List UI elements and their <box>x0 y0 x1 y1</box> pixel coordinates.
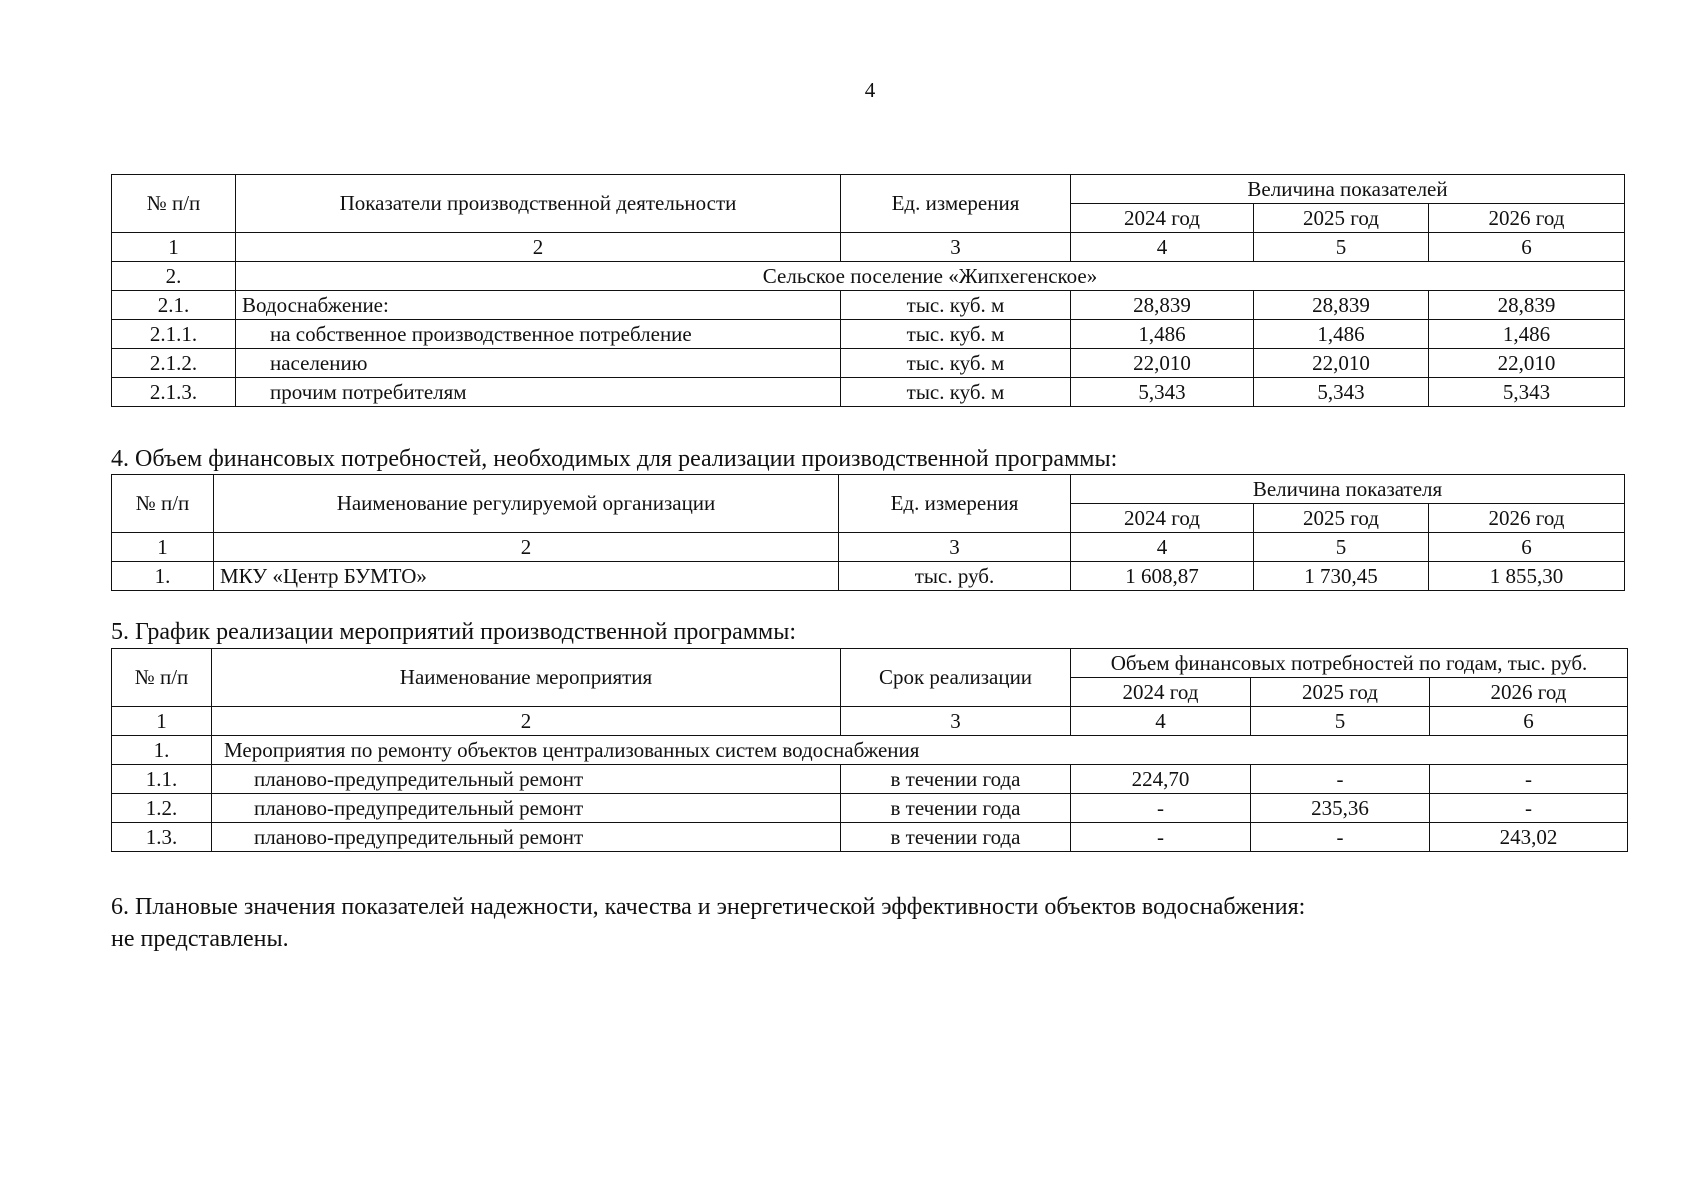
section-title: Сельское поселение «Жипхегенское» <box>236 262 1625 291</box>
table-row <box>112 765 1628 794</box>
column-number: 2 <box>236 233 841 262</box>
row-unit: тыс. куб. м <box>841 291 1071 320</box>
row-value-2024: 22,010 <box>1071 349 1254 378</box>
column-numbers-row <box>112 533 1625 562</box>
table-row <box>112 378 1625 407</box>
row-num: 2.1.3. <box>112 378 236 407</box>
table-header-row <box>112 175 1625 204</box>
row-value-2026: 22,010 <box>1429 349 1625 378</box>
row-unit: тыс. куб. м <box>841 349 1071 378</box>
row-value-2026: 243,02 <box>1430 823 1628 852</box>
row-value-2024: 28,839 <box>1071 291 1254 320</box>
header-year-2026: 2026 год <box>1429 204 1625 233</box>
column-number: 5 <box>1251 707 1430 736</box>
column-number: 2 <box>214 533 839 562</box>
row-name: прочим потребителям <box>236 378 841 407</box>
header-year-2025: 2025 год <box>1251 678 1430 707</box>
row-measure: планово-предупредительный ремонт <box>212 823 841 852</box>
row-value-2026: - <box>1430 794 1628 823</box>
column-number: 3 <box>841 707 1071 736</box>
schedule-table <box>111 648 1628 852</box>
header-year-2024: 2024 год <box>1071 678 1251 707</box>
column-numbers-row <box>112 707 1628 736</box>
header-year-2025: 2025 год <box>1254 504 1429 533</box>
row-unit: тыс. куб. м <box>841 378 1071 407</box>
row-num: 2.1. <box>112 291 236 320</box>
row-value-2024: 224,70 <box>1071 765 1251 794</box>
row-term: в течении года <box>841 823 1071 852</box>
section-num: 1. <box>112 736 212 765</box>
row-value-2024: - <box>1071 823 1251 852</box>
row-value-2026: - <box>1430 765 1628 794</box>
row-measure: планово-предупредительный ремонт <box>212 765 841 794</box>
row-name: на собственное производственное потребление <box>236 320 841 349</box>
row-num: 1.3. <box>112 823 212 852</box>
section-num: 2. <box>112 262 236 291</box>
header-values-group: Величина показателей <box>1071 175 1625 204</box>
row-value-2025: 235,36 <box>1251 794 1430 823</box>
row-value-2025: - <box>1251 765 1430 794</box>
column-number: 2 <box>212 707 841 736</box>
header-year-2026: 2026 год <box>1429 504 1625 533</box>
column-number: 6 <box>1429 233 1625 262</box>
row-measure: планово-предупредительный ремонт <box>212 794 841 823</box>
table-row <box>112 349 1625 378</box>
header-unit: Ед. измерения <box>839 475 1071 533</box>
row-value-2025: 5,343 <box>1254 378 1429 407</box>
column-number: 6 <box>1429 533 1625 562</box>
column-number: 5 <box>1254 233 1429 262</box>
row-num: 1.1. <box>112 765 212 794</box>
header-indicators: Показатели производственной деятельности <box>236 175 841 233</box>
table-row <box>112 291 1625 320</box>
table-header-row <box>112 649 1628 678</box>
column-number: 3 <box>841 233 1071 262</box>
row-value-2025: 1,486 <box>1254 320 1429 349</box>
header-year-2026: 2026 год <box>1430 678 1628 707</box>
row-value-2026: 28,839 <box>1429 291 1625 320</box>
table-row <box>112 823 1628 852</box>
header-values-group: Величина показателя <box>1071 475 1625 504</box>
column-number: 3 <box>839 533 1071 562</box>
row-value-2024: 1 608,87 <box>1071 562 1254 591</box>
column-number: 4 <box>1071 533 1254 562</box>
header-year-2024: 2024 год <box>1071 204 1254 233</box>
column-number: 5 <box>1254 533 1429 562</box>
column-number: 6 <box>1430 707 1628 736</box>
row-num: 2.1.2. <box>112 349 236 378</box>
row-organization: МКУ «Центр БУМТО» <box>214 562 839 591</box>
row-value-2024: - <box>1071 794 1251 823</box>
column-number: 1 <box>112 233 236 262</box>
row-value-2025: 1 730,45 <box>1254 562 1429 591</box>
financial-needs-table <box>111 474 1625 591</box>
table-header-row <box>112 475 1625 504</box>
row-num: 2.1.1. <box>112 320 236 349</box>
header-num: № п/п <box>112 475 214 533</box>
header-year-2025: 2025 год <box>1254 204 1429 233</box>
column-number: 1 <box>112 533 214 562</box>
row-value-2025: - <box>1251 823 1430 852</box>
header-measure: Наименование мероприятия <box>212 649 841 707</box>
table-row <box>112 794 1628 823</box>
header-term: Срок реализации <box>841 649 1071 707</box>
row-num: 1. <box>112 562 214 591</box>
header-organization: Наименование регулируемой организации <box>214 475 839 533</box>
section-5-heading: 5. График реализации мероприятий производственной программы: <box>111 619 796 645</box>
row-value-2025: 22,010 <box>1254 349 1429 378</box>
column-number: 4 <box>1071 707 1251 736</box>
row-unit: тыс. руб. <box>839 562 1071 591</box>
table-row <box>112 562 1625 591</box>
table-row <box>112 320 1625 349</box>
section-title: Мероприятия по ремонту объектов централизованных систем водоснабжения <box>212 736 1628 765</box>
row-value-2025: 28,839 <box>1254 291 1429 320</box>
section-6-text <box>111 891 1305 955</box>
column-numbers-row <box>112 233 1625 262</box>
header-unit: Ед. измерения <box>841 175 1071 233</box>
section-6-line-1: 6. Плановые значения показателей надежности, качества и энергетической эффективности объектов водоснабжения: <box>111 894 1306 920</box>
row-term: в течении года <box>841 765 1071 794</box>
section-row <box>112 736 1628 765</box>
header-num: № п/п <box>112 649 212 707</box>
row-value-2026: 5,343 <box>1429 378 1625 407</box>
row-name: Водоснабжение: <box>236 291 841 320</box>
row-unit: тыс. куб. м <box>841 320 1071 349</box>
production-indicators-table <box>111 174 1625 407</box>
column-number: 1 <box>112 707 212 736</box>
row-name: населению <box>236 349 841 378</box>
row-num: 1.2. <box>112 794 212 823</box>
header-values-group: Объем финансовых потребностей по годам, тыс. руб. <box>1071 649 1628 678</box>
row-term: в течении года <box>841 794 1071 823</box>
row-value-2024: 5,343 <box>1071 378 1254 407</box>
section-6-line-2: не представлены. <box>111 926 289 952</box>
header-num: № п/п <box>112 175 236 233</box>
column-number: 4 <box>1071 233 1254 262</box>
section-row <box>112 262 1625 291</box>
row-value-2026: 1,486 <box>1429 320 1625 349</box>
row-value-2024: 1,486 <box>1071 320 1254 349</box>
page-number: 4 <box>864 78 876 102</box>
section-4-heading: 4. Объем финансовых потребностей, необходимых для реализации производственной программы: <box>111 446 1118 472</box>
row-value-2026: 1 855,30 <box>1429 562 1625 591</box>
header-year-2024: 2024 год <box>1071 504 1254 533</box>
